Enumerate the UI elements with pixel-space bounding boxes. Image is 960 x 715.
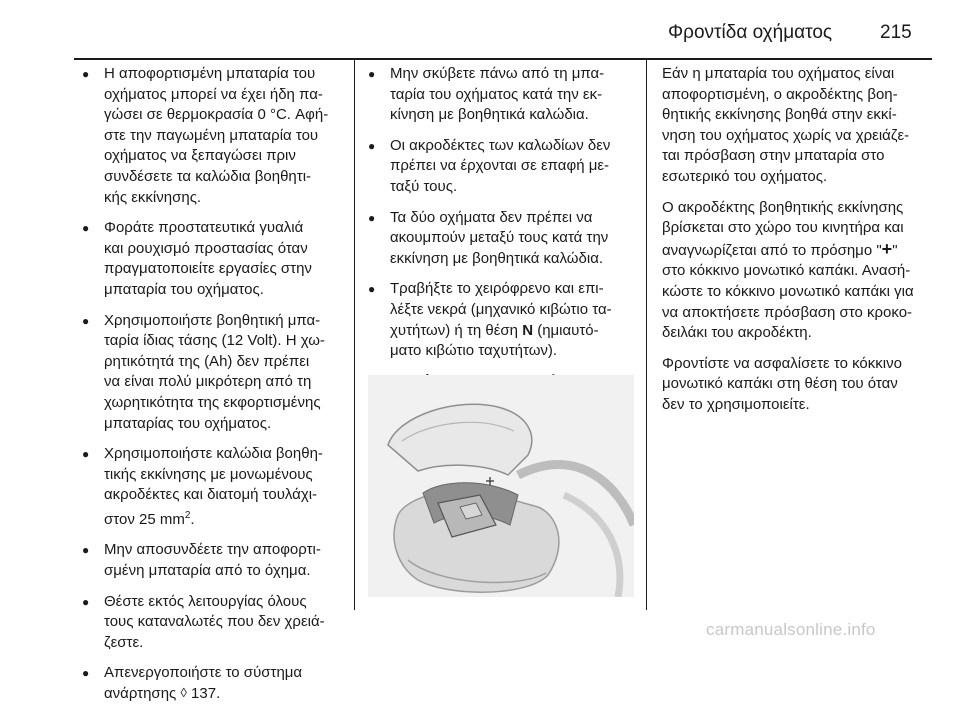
reference-prefix: ανάρτησης xyxy=(104,685,181,703)
text-line: συνδέσετε τα καλώδια βοηθητι- xyxy=(104,167,312,185)
bullet-item xyxy=(82,540,348,581)
period: . xyxy=(190,510,195,528)
text-line: βρίσκεται στο χώρο του κινητήρα και xyxy=(662,219,904,237)
paragraph xyxy=(662,354,934,416)
bullet-item xyxy=(82,444,348,530)
text-line: ακροδέκτες και διατομή τουλάχι- xyxy=(104,486,318,504)
quote-close: " xyxy=(892,241,898,259)
text-line xyxy=(390,321,634,342)
text-line: ρητικότητά της (Ah) δεν πρέπει xyxy=(104,352,310,370)
text-line: πρέπει να έρχονται σε επαφή με- xyxy=(390,157,610,175)
plus-mark-icon xyxy=(486,477,494,485)
text-line: ● Οι ακροδέκτες των καλωδίων δεν xyxy=(390,136,611,154)
terminal-drawing xyxy=(368,375,634,597)
text-line: ακουμπούν μεταξύ τους κατά την xyxy=(390,229,609,247)
bullet-list-col1 xyxy=(82,64,348,705)
symbol-text: αναγνωρίζεται από το πρόσημο " xyxy=(662,241,882,259)
text-line: ● Τα δύο οχήματα δεν πρέπει να xyxy=(390,208,593,226)
paragraph xyxy=(662,64,934,188)
insulating-cap-icon xyxy=(388,404,532,475)
text-line: ζεστε. xyxy=(104,633,144,651)
text-line: ταρία ίδιας τάσης (12 Volt). Η χω- xyxy=(104,332,325,350)
text-line: κής εκκίνησης. xyxy=(104,188,202,206)
text-line: στε την παγωμένη μπαταρία του xyxy=(104,126,319,144)
text-line: στο κόκκινο μονωτικό καπάκι. Ανασή- xyxy=(662,262,911,280)
text-line: και ρουχισμό προστασίας όταν xyxy=(104,239,308,257)
bullet-item xyxy=(368,136,634,198)
jump-start-terminal-illustration xyxy=(368,375,634,597)
text-line: χωρητικότητα της εκφορτισμένης xyxy=(104,393,321,411)
bullet-item xyxy=(82,663,348,704)
text-line: ● Θέστε εκτός λειτουργίας όλους xyxy=(104,592,307,610)
text-line xyxy=(104,684,348,705)
text-line: λέξτε νεκρά (μηχανικό κιβώτιο τα- xyxy=(390,300,612,318)
text-line: δειλάκι του ακροδέκτη. xyxy=(662,324,812,342)
text-line: ● Απενεργοποιήστε το σύστημα xyxy=(104,664,303,682)
text-line: οχήματος μπορεί να έχει ήδη πα- xyxy=(104,85,323,103)
bullet-item xyxy=(82,64,348,208)
text-line: νηση του οχήματος χωρίς να χρειάζε- xyxy=(662,126,910,144)
text-line: ● Φοράτε προστατευτικά γυαλιά xyxy=(104,219,304,237)
text-line: εκκίνηση με βοηθητικά καλώδια. xyxy=(390,249,604,267)
text-line: ματο κιβώτιο ταχυτήτων). xyxy=(390,342,558,360)
text-line: να είναι πολύ μικρότερη από τη xyxy=(104,373,312,391)
text-line: σμένη μπαταρία από το όχημα. xyxy=(104,562,311,580)
text-line: ● Χρησιμοποιήστε βοηθητική μπα- xyxy=(104,311,321,329)
bullet-item xyxy=(368,279,634,361)
page-reference-icon: ◊ xyxy=(180,685,187,701)
text-line: μονωτικό καπάκι στη θέση του όταν xyxy=(662,375,898,393)
text-line: Φροντίστε να ασφαλίσετε το κόκκινο xyxy=(662,354,902,372)
text-line: Ο ακροδέκτης βοηθητικής εκκίνησης xyxy=(662,198,904,216)
text-line: γώσει σε θερμοκρασία 0 °C. Αφή- xyxy=(104,106,329,124)
column-3 xyxy=(662,64,934,426)
text-line: δεν το χρησιμοποιείτε. xyxy=(662,395,810,413)
bullet-item xyxy=(82,218,348,300)
text-line: κίνηση με βοηθητικά καλώδια. xyxy=(390,106,589,124)
superscript: 2 xyxy=(184,509,191,521)
text-line: ται πρόσβαση στην μπαταρία στο xyxy=(662,147,885,165)
bullet-item xyxy=(368,64,634,126)
text-line xyxy=(662,239,934,262)
text-line: ● Μην σκύβετε πάνω από τη μπα- xyxy=(390,65,605,82)
neutral-gear-label: N xyxy=(522,321,534,339)
text-line: ● Μην αποσυνδέετε την αποφορτι- xyxy=(104,541,321,559)
text-line xyxy=(104,506,348,531)
text-line: να αποκτήσετε πρόσβαση στο κροκο- xyxy=(662,303,913,321)
text-line: μπαταρία του οχήματος. xyxy=(104,280,264,298)
text-line: μπαταρίας του οχήματος. xyxy=(104,414,272,432)
paragraph xyxy=(662,198,934,344)
column-divider-right xyxy=(646,60,647,610)
text-line: οχήματος να ξεπαγώσει πριν xyxy=(104,147,296,165)
column-divider-left xyxy=(354,60,355,610)
text-line: πραγματοποιείτε εργασίες στην xyxy=(104,260,312,278)
gear-text: χυτήτων) ή τη θέση xyxy=(390,321,523,339)
text-line: τικής εκκίνησης με μονωμένους xyxy=(104,465,313,483)
gear-text: (ημιαυτό- xyxy=(533,321,599,339)
bullet-item xyxy=(82,592,348,654)
text-line: θητικής εκκίνησης βοηθά στην εκκί- xyxy=(662,106,897,124)
text-line: ● Χρησιμοποιήστε καλώδια βοηθη- xyxy=(104,445,323,463)
column-2 xyxy=(368,64,634,418)
page-header-title: Φροντίδα οχήματος xyxy=(668,22,833,43)
text-line: τους καταναλωτές που δεν χρειά- xyxy=(104,613,325,631)
plus-icon: + xyxy=(881,238,893,259)
watermark: carmanualsonline.info xyxy=(706,620,876,639)
cable-lower-icon xyxy=(564,495,620,597)
page-reference-link[interactable]: 137. xyxy=(186,685,221,703)
bullet-item xyxy=(368,208,634,270)
bullet-item xyxy=(82,311,348,435)
text-line: ● Η αποφορτισμένη μπαταρία του xyxy=(104,65,316,82)
header-rule xyxy=(74,58,932,60)
bullet-list-col2 xyxy=(368,64,634,362)
text-line: κώστε το κόκκινο μονωτικό καπάκι για xyxy=(662,282,914,300)
cross-section-text: στον 25 mm xyxy=(104,510,185,528)
text-line: εσωτερικό του οχήματος. xyxy=(662,167,828,185)
text-line: αποφορτισμένη, ο ακροδέκτης βοη- xyxy=(662,85,898,103)
text-line: Εάν η μπαταρία του οχήματος είναι xyxy=(662,65,895,82)
text-line: ● Τραβήξτε το χειρόφρενο και επι- xyxy=(390,280,604,298)
column-1 xyxy=(82,64,348,715)
page-number: 215 xyxy=(880,22,912,43)
text-line: ταρία του οχήματος κατά την εκ- xyxy=(390,85,603,103)
text-line: ταξύ τους. xyxy=(390,177,458,195)
